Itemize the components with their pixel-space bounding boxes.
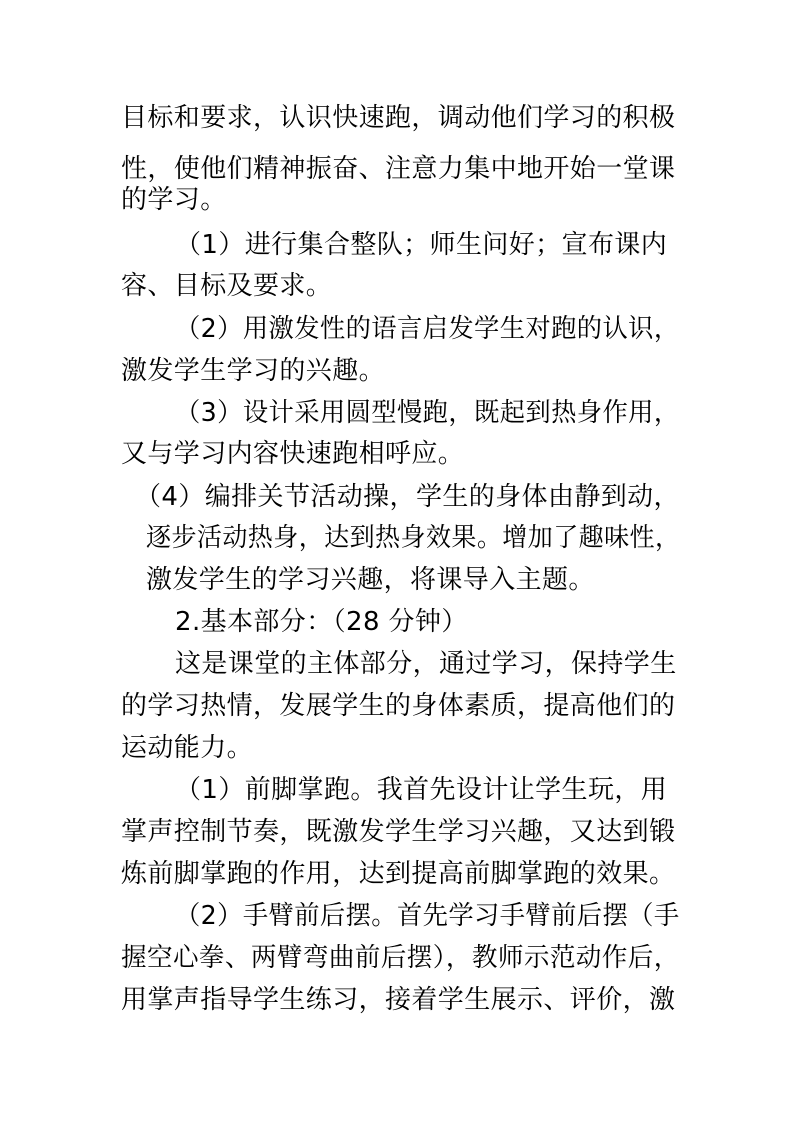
text-line: 性，使他们精神振奋、注意力集中地开始一堂课: [121, 154, 676, 184]
text-line: 运动能力。: [121, 733, 254, 763]
text-line: 的学习。: [121, 185, 227, 215]
text-line: 激发学生的学习兴趣，将课导入主题。: [146, 565, 595, 595]
text-line: 逐步活动热身，达到热身效果。增加了趣味性，: [146, 523, 681, 553]
text-line: 容、目标及要求。: [121, 271, 333, 301]
text-line: 激发学生学习的兴趣。: [121, 356, 386, 386]
text-line: 的学习热情，发展学生的身体素质，提高他们的: [121, 691, 676, 721]
section-heading: 2.基本部分：（28 分钟）: [175, 607, 468, 637]
text-line: 用掌声指导学生练习，接着学生展示、评价，激: [121, 985, 676, 1015]
text-line: （4）编排关节活动操，学生的身体由静到动，: [135, 482, 680, 512]
text-line: （2）手臂前后摆。首先学习手臂前后摆（手: [175, 901, 680, 931]
text-line: （1）前脚掌跑。我首先设计让学生玩，用: [175, 775, 668, 805]
text-line: （3）设计采用圆型慢跑，既起到热身作用，: [175, 398, 680, 428]
text-line: 握空心拳、两臂弯曲前后摆），教师示范动作后，: [121, 943, 680, 973]
text-line: 掌声控制节奏，既激发学生学习兴趣，又达到锻: [121, 817, 676, 847]
text-line: （1）进行集合整队；师生问好；宣布课内: [175, 230, 668, 260]
text-line: 炼前脚掌跑的作用，达到提高前脚掌跑的效果。: [121, 859, 676, 889]
text-line: （2）用激发性的语言启发学生对跑的认识，: [175, 314, 680, 344]
text-line: 目标和要求，认识快速跑，调动他们学习的积极: [121, 103, 676, 133]
text-line: 又与学习内容快速跑相呼应。: [121, 439, 465, 469]
text-line: 这是课堂的主体部分，通过学习，保持学生: [175, 649, 677, 679]
